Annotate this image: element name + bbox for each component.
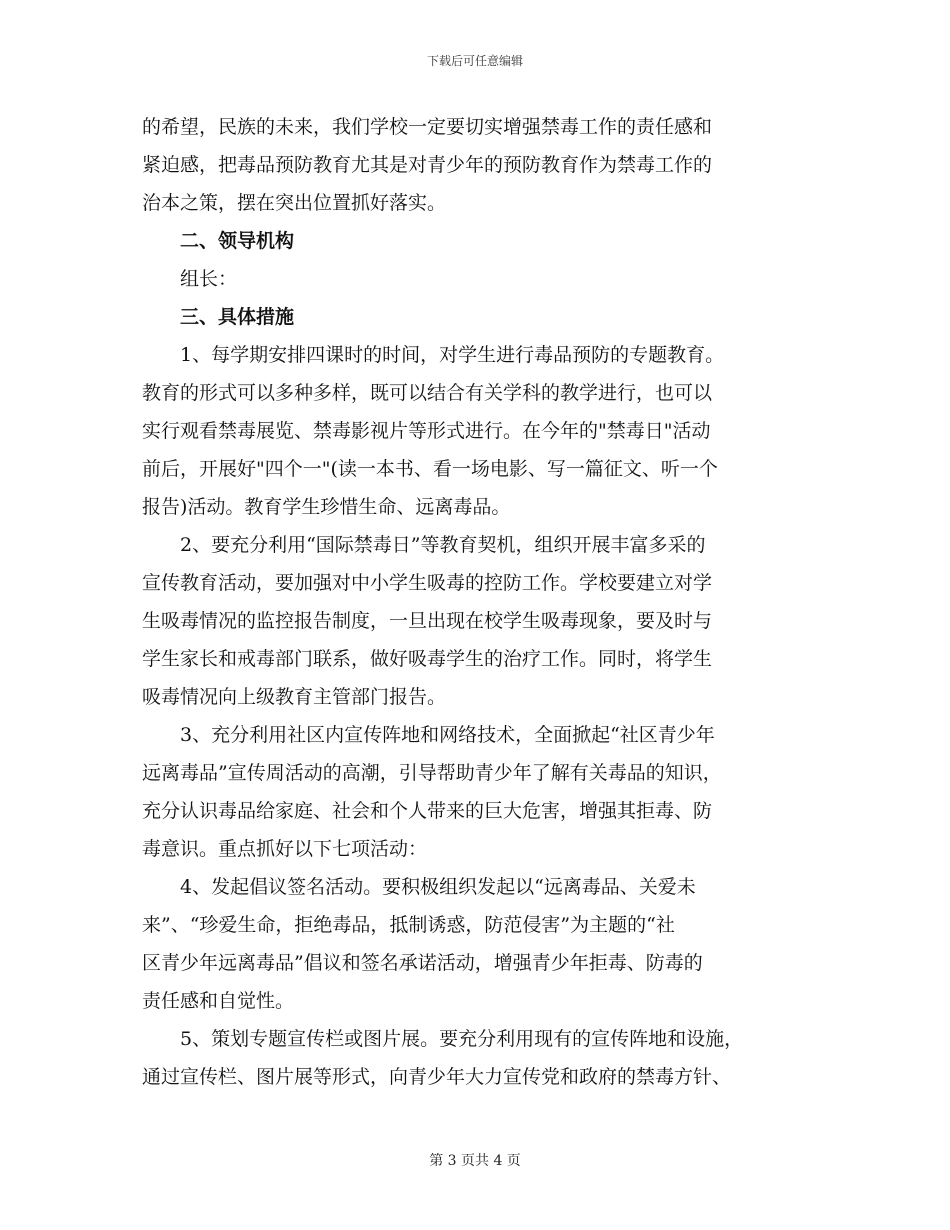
text-line: 4、发起倡议签名活动。要积极组织发起以“远离毒品、关爱未 [180,876,696,898]
text-line: 来”、“珍爱生命，拒绝毒品，抵制诱惑，防范侵害”为主题的“社 [142,914,675,936]
text-line: 1、每学期安排四课时的时间，对学生进行毒品预防的专题教育。 [180,344,725,366]
page-header: 下载后可任意编辑 [426,54,523,68]
text-line: 教育的形式可以多种多样，既可以结合有关学科的教学进行，也可以 [142,382,713,404]
text-line: 三、具体措施 [180,306,295,328]
text-line: 吸毒情况向上级教育主管部门报告。 [142,686,447,708]
text-line: 治本之策，摆在突出位置抓好落实。 [142,192,447,214]
text-line: 学生家长和戒毒部门联系，做好吸毒学生的治疗工作。同时，将学生 [142,648,713,670]
text-line: 充分认识毒品给家庭、社会和个人带来的巨大危害，增强其拒毒、防 [142,800,713,822]
text-line: 实行观看禁毒展览、禁毒影视片等形式进行。在今年的"禁毒日"活动 [142,420,711,442]
text-line: 区青少年远离毒品”倡议和签名承诺活动，增强青少年拒毒、防毒的 [142,952,703,974]
text-line: 组长： [180,268,238,290]
text-line: 紧迫感，把毒品预防教育尤其是对青少年的预防教育作为禁毒工作的 [142,154,713,176]
text-line: 生吸毒情况的监控报告制度，一旦出现在校学生吸毒现象，要及时与 [142,610,713,632]
text-line: 2、要充分利用“国际禁毒日”等教育契机，组织开展丰富多采的 [180,534,706,556]
text-line: 通过宣传栏、图片展等形式，向青少年大力宣传党和政府的禁毒方针、 [142,1066,732,1088]
text-line: 毒意识。重点抓好以下七项活动： [142,838,428,860]
text-line: 前后，开展好"四个一"(读一本书、看一场电影、写一篇征文、听一个 [142,458,718,480]
text-line: 5、策划专题宣传栏或图片展。要充分利用现有的宣传阵地和设施， [180,1028,744,1050]
text-line: 责任感和自觉性。 [142,990,295,1012]
text-line: 远离毒品”宣传周活动的高潮，引导帮助青少年了解有关毒品的知识， [142,762,722,784]
page-footer: 第 3 页共 4 页 [429,1153,521,1169]
text-line: 宣传教育活动，要加强对中小学生吸毒的控防工作。学校要建立对学 [142,572,713,594]
text-line: 报告)活动。教育学生珍惜生命、远离毒品。 [142,496,511,518]
text-line: 3、充分利用社区内宣传阵地和网络技术，全面掀起“社区青少年 [180,724,715,746]
document-body [142,108,810,1096]
text-line: 二、领导机构 [180,230,295,252]
text-line: 的希望，民族的未来，我们学校一定要切实增强禁毒工作的责任感和 [142,116,713,138]
